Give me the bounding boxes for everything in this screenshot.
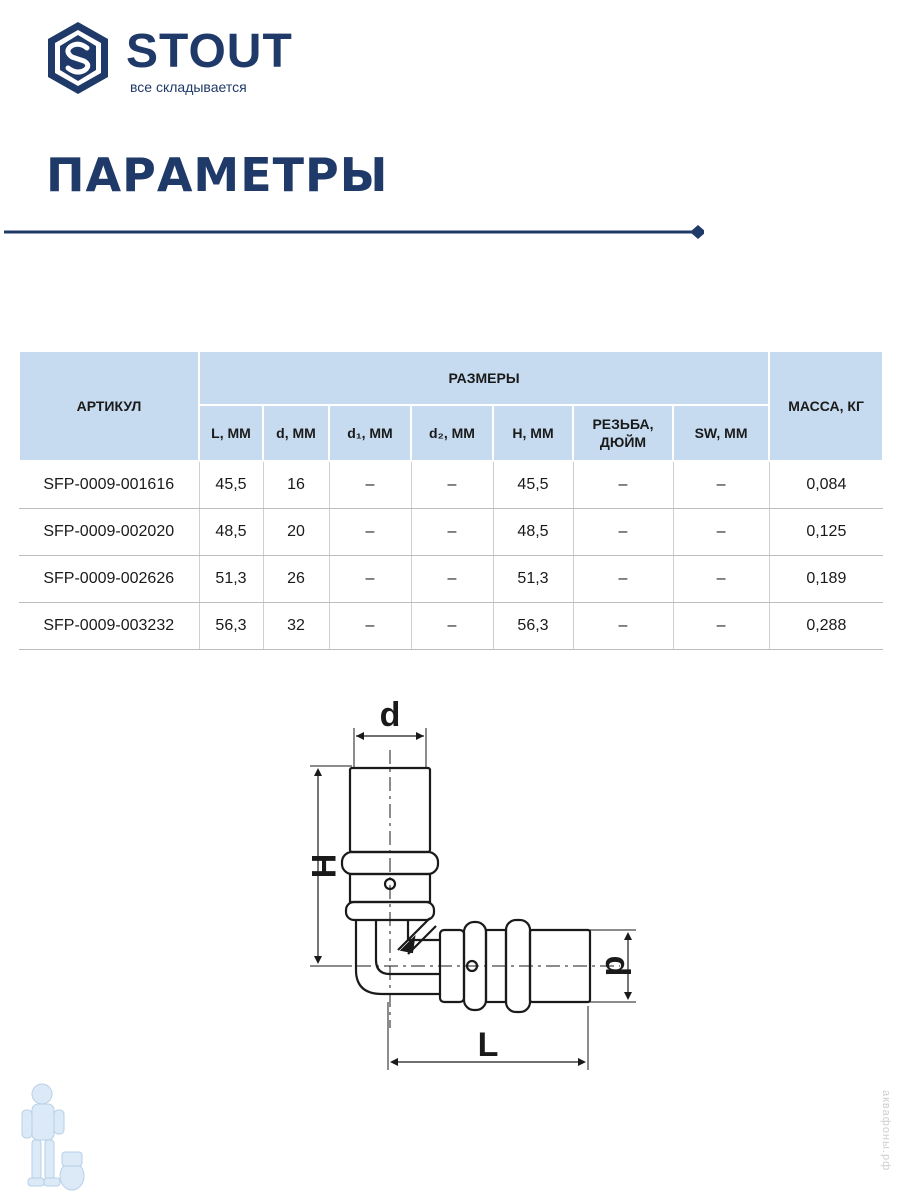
- cell-sw: –: [673, 509, 769, 556]
- stout-logo-icon: [44, 20, 112, 96]
- label-d-right: d: [598, 955, 636, 977]
- header-d1: d₁, ММ: [329, 405, 411, 461]
- table-row: [19, 556, 883, 603]
- header-dimensions: РАЗМЕРЫ: [199, 351, 769, 405]
- cell-h: 48,5: [493, 509, 573, 556]
- brand-logo: [44, 20, 293, 100]
- label-l: L: [477, 1026, 499, 1064]
- cell-mass: 0,084: [769, 461, 883, 509]
- brand-name: STOUT: [126, 25, 293, 78]
- cell-d1: –: [329, 603, 411, 650]
- cell-article: SFP-0009-002020: [19, 509, 199, 556]
- header-sw: SW, ММ: [673, 405, 769, 461]
- cell-d: 32: [263, 603, 329, 650]
- elbow-fitting-drawing: [290, 690, 650, 1080]
- cell-thread: –: [573, 556, 673, 603]
- label-d-top: d: [379, 696, 401, 734]
- header-l: L, ММ: [199, 405, 263, 461]
- cell-l: 45,5: [199, 461, 263, 509]
- cell-d1: –: [329, 509, 411, 556]
- specification-table: [18, 350, 884, 650]
- table-row: [19, 509, 883, 556]
- cell-d: 26: [263, 556, 329, 603]
- cell-h: 56,3: [493, 603, 573, 650]
- cell-sw: –: [673, 461, 769, 509]
- cell-mass: 0,288: [769, 603, 883, 650]
- divider-diamond-icon: [690, 225, 704, 239]
- cell-d1: –: [329, 556, 411, 603]
- cell-thread: –: [573, 603, 673, 650]
- cell-d: 20: [263, 509, 329, 556]
- cell-d1: –: [329, 461, 411, 509]
- header-h: H, ММ: [493, 405, 573, 461]
- cell-article: SFP-0009-003232: [19, 603, 199, 650]
- brand-tagline: все складывается: [130, 79, 247, 95]
- cell-l: 56,3: [199, 603, 263, 650]
- cell-d2: –: [411, 603, 493, 650]
- cell-d2: –: [411, 509, 493, 556]
- table-row: [19, 461, 883, 509]
- title-divider: [4, 222, 704, 242]
- table-header-row: [19, 351, 883, 405]
- cell-d2: –: [411, 556, 493, 603]
- cell-l: 48,5: [199, 509, 263, 556]
- header-thread: РЕЗЬБА, ДЮЙМ: [573, 405, 673, 461]
- cell-article: SFP-0009-001616: [19, 461, 199, 509]
- header-article: АРТИКУЛ: [19, 351, 199, 461]
- table-row: [19, 603, 883, 650]
- cell-mass: 0,125: [769, 509, 883, 556]
- cell-d2: –: [411, 461, 493, 509]
- cell-article: SFP-0009-002626: [19, 556, 199, 603]
- cell-thread: –: [573, 461, 673, 509]
- cell-thread: –: [573, 509, 673, 556]
- header-mass: МАССА, КГ: [769, 351, 883, 461]
- cell-d: 16: [263, 461, 329, 509]
- header-d2: d₂, ММ: [411, 405, 493, 461]
- cell-mass: 0,189: [769, 556, 883, 603]
- label-h: H: [304, 853, 342, 879]
- cell-h: 45,5: [493, 461, 573, 509]
- cell-h: 51,3: [493, 556, 573, 603]
- cell-sw: –: [673, 556, 769, 603]
- watermark: аквафоны.рф: [880, 1090, 892, 1172]
- cell-l: 51,3: [199, 556, 263, 603]
- page-title: ПАРАМЕТРЫ: [46, 148, 389, 202]
- plumber-mascot-icon: [8, 1080, 88, 1196]
- cell-sw: –: [673, 603, 769, 650]
- header-d: d, ММ: [263, 405, 329, 461]
